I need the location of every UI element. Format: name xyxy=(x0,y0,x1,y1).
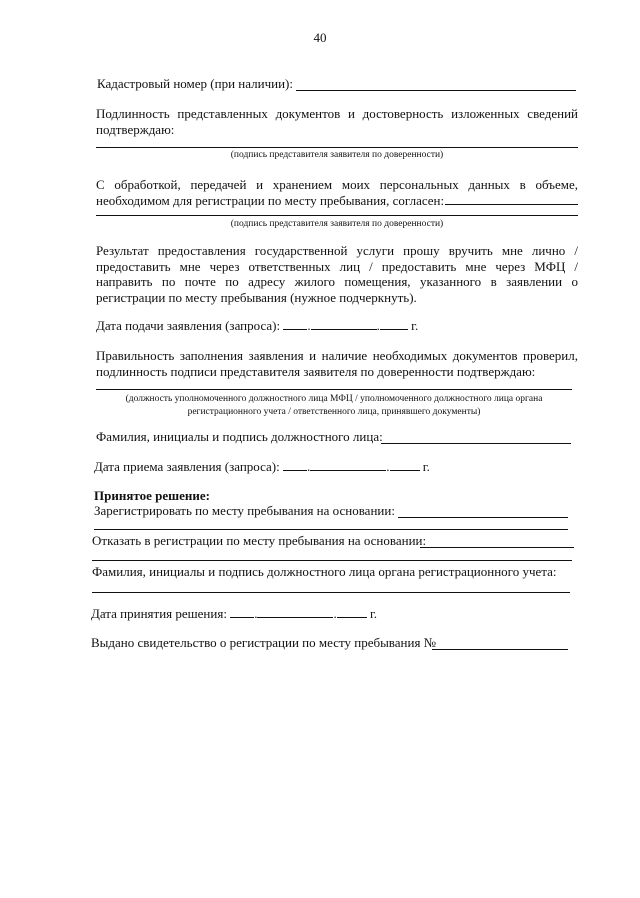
decision-date-sep-1: . xyxy=(254,606,258,621)
reception-month-field[interactable] xyxy=(310,459,386,471)
decision-month-field[interactable] xyxy=(257,606,333,618)
authenticity-signature-line[interactable] xyxy=(96,147,578,148)
refuse-label: Отказать в регистрации по месту пребывания на основании: xyxy=(92,533,427,548)
consent-signature-line[interactable] xyxy=(96,215,578,216)
refuse-field[interactable] xyxy=(420,547,574,548)
decision-date-label: Дата принятия решения: xyxy=(91,606,227,621)
certificate-number-field[interactable] xyxy=(432,649,568,650)
registration-official-label: Фамилия, инициалы и подпись должностного лица органа регистрационного учета: xyxy=(92,564,557,579)
verification-caption xyxy=(90,393,578,419)
certificate-label: Выдано свидетельство о регистрации по месту пребывания № xyxy=(91,635,437,650)
decision-date-suffix: г. xyxy=(369,606,378,621)
reception-date-sep-1: . xyxy=(307,459,311,474)
submission-date-label: Дата подачи заявления (запроса): xyxy=(96,318,281,333)
register-label: Зарегистрировать по месту пребывания на основании: xyxy=(94,503,395,518)
verification-caption-line-1: (должность уполномоченного должностного лица МФЦ / уполномоченного должностного лица органа xyxy=(125,394,543,404)
submission-date-suffix: г. xyxy=(411,318,419,333)
decision-date-sep-2: . xyxy=(333,606,337,621)
official-label: Фамилия, инициалы и подпись должностного лица: xyxy=(96,429,383,444)
reception-day-field[interactable] xyxy=(283,459,307,471)
submission-date-sep-2: . xyxy=(376,318,380,333)
decision-day-field[interactable] xyxy=(230,606,254,618)
page-number: 40 xyxy=(313,30,327,45)
submission-day-field[interactable] xyxy=(283,318,307,330)
verification-statement: Правильность заполнения заявления и наличие необходимых документов проверил, подлинность подписи представителя заявителя по доверенности подтверждаю: xyxy=(96,348,578,379)
decision-year-field[interactable] xyxy=(337,606,367,618)
refuse-field-continuation[interactable] xyxy=(92,560,572,561)
submission-date-row xyxy=(96,318,418,334)
registration-official-field[interactable] xyxy=(92,592,570,593)
delivery-preference-text: Результат предоставления государственной услуги прошу вручить мне лично / предоставить мне через ответственных лиц / предоставить мне через МФЦ / направить по почте по адресу жилого помещения, указанного в заявлении о регистрации по месту пребывания (нужное подчеркнуть). xyxy=(96,243,578,305)
authenticity-signature-caption: (подпись представителя заявителя по доверенности) xyxy=(230,150,444,160)
submission-date-sep-1: . xyxy=(307,318,311,333)
consent-signature-caption: (подпись представителя заявителя по доверенности) xyxy=(230,219,444,229)
submission-year-field[interactable] xyxy=(380,318,408,330)
reception-date-row xyxy=(94,459,430,475)
consent-field[interactable] xyxy=(445,204,578,205)
cadastral-number-field[interactable] xyxy=(296,90,576,91)
reception-date-label: Дата приема заявления (запроса): xyxy=(94,459,280,474)
decision-heading: Принятое решение: xyxy=(94,488,210,503)
official-field[interactable] xyxy=(381,443,571,444)
verification-caption-line-2: регистрационного учета / ответственного лица, принявшего документы) xyxy=(187,407,481,417)
reception-date-suffix: г. xyxy=(422,459,430,474)
verification-position-line[interactable] xyxy=(96,389,572,390)
reception-date-sep-2: . xyxy=(386,459,390,474)
submission-month-field[interactable] xyxy=(311,318,377,330)
reception-year-field[interactable] xyxy=(390,459,420,471)
decision-date-row xyxy=(91,606,377,622)
register-field-continuation[interactable] xyxy=(94,529,568,530)
authenticity-statement: Подлинность представленных документов и достоверность изложенных сведений подтверждаю: xyxy=(96,106,578,137)
cadastral-number-label: Кадастровый номер (при наличии): xyxy=(97,76,293,91)
consent-statement: С обработкой, передачей и хранением моих персональных данных в объеме, необходимом для регистрации по месту пребывания, согласен: xyxy=(96,177,578,208)
register-field[interactable] xyxy=(398,517,568,518)
